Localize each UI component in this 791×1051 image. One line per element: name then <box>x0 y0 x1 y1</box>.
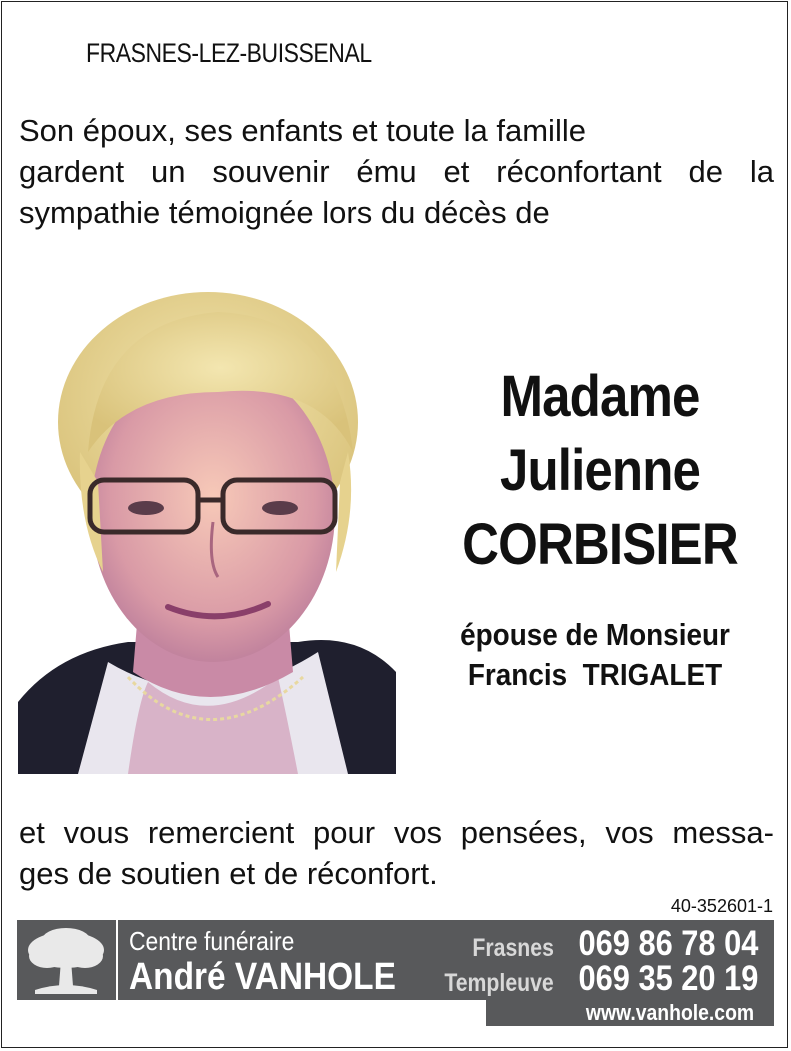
website-link[interactable]: www.vanhole.com <box>585 1000 754 1025</box>
intro-line-1: Son époux, ses enfants et toute la famille <box>19 113 586 148</box>
spouse-line-2: Francis TRIGALET <box>467 657 723 692</box>
thanks-paragraph <box>19 812 774 894</box>
deceased-first-name: Julienne <box>499 438 701 503</box>
location-city-templeuve: Templeuve <box>444 969 554 997</box>
intro-paragraph <box>19 110 774 233</box>
tree-logo-icon <box>17 920 118 1000</box>
portrait-illustration <box>18 282 396 774</box>
reference-number: 40-352601-1 <box>670 896 773 916</box>
location-phone-frasnes: 069 86 78 04 <box>578 924 758 963</box>
location-phone-templeuve: 069 35 20 19 <box>578 959 758 998</box>
portrait-photo <box>18 282 396 774</box>
funeral-home-banner <box>17 920 774 1000</box>
thanks-line-2: ges de soutien et de réconfort. <box>19 856 438 891</box>
website-banner <box>486 1000 774 1026</box>
funeral-home-type: Centre funéraire <box>129 926 295 956</box>
thanks-line-1: et vous remercient pour vos pensées, vos messa- <box>19 815 774 850</box>
funeral-home-name: André VANHOLE <box>129 956 396 998</box>
intro-line-2: gardent un souvenir ému et réconfortant de la <box>19 154 774 189</box>
spouse-line-1: épouse de Monsieur <box>460 617 730 652</box>
intro-line-3: sympathie témoignée lors du décès de <box>19 195 550 230</box>
town-heading: FRASNES-LEZ-BUISSENAL <box>86 38 372 68</box>
deceased-title: Madame <box>500 364 700 429</box>
deceased-name-block <box>420 360 780 582</box>
spouse-info <box>410 615 780 695</box>
location-city-frasnes: Frasnes <box>472 934 554 962</box>
deceased-last-name: CORBISIER <box>462 512 738 577</box>
